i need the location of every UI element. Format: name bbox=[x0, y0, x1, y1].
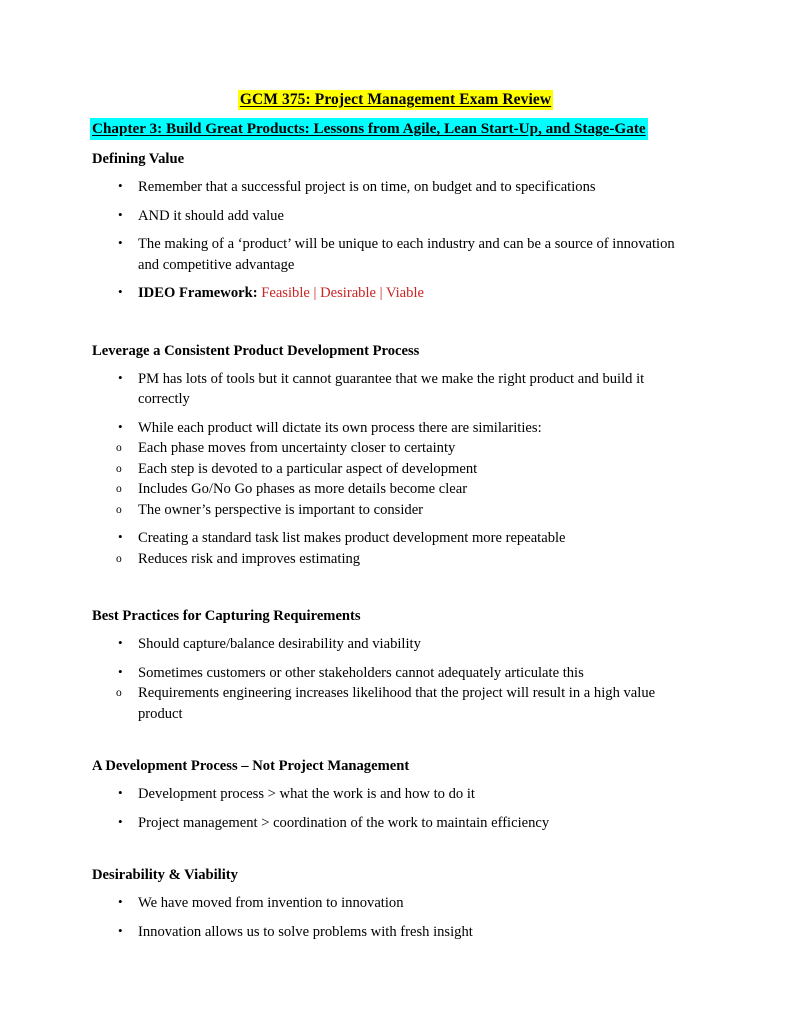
list-item: • The making of a ‘product’ will be unique to each industry and can be a source of innovation and competitive advantage bbox=[92, 234, 692, 275]
document-title-container bbox=[0, 90, 791, 110]
sub-bullet-list bbox=[92, 683, 692, 724]
list-item: o Reduces risk and improves estimating bbox=[92, 549, 692, 570]
section-desirability-viability bbox=[92, 866, 692, 942]
list-item: • Development process > what the work is and how to do it bbox=[92, 784, 692, 805]
section-heading: A Development Process – Not Project Management bbox=[92, 758, 410, 774]
section-best-practices bbox=[92, 607, 692, 724]
sub-bullet-list bbox=[92, 549, 692, 570]
list-item: • Sometimes customers or other stakeholders cannot adequately articulate this bbox=[92, 663, 692, 684]
bullet-list bbox=[92, 528, 692, 549]
bullet-list bbox=[92, 634, 692, 683]
ideo-framework-label: IDEO Framework: bbox=[138, 285, 258, 301]
section-heading: Desirability & Viability bbox=[92, 867, 238, 883]
list-item: • We have moved from invention to innovation bbox=[92, 893, 692, 914]
bullet-list bbox=[92, 784, 692, 833]
bullet-list bbox=[92, 369, 692, 439]
list-item-ideo-framework bbox=[92, 283, 692, 304]
list-item: o The owner’s perspective is important to consider bbox=[92, 500, 692, 521]
chapter-heading-container bbox=[90, 118, 710, 139]
list-item: • Project management > coordination of the work to maintain efficiency bbox=[92, 813, 692, 834]
list-item: • PM has lots of tools but it cannot guarantee that we make the right product and build it correctly bbox=[92, 369, 692, 410]
list-item: • While each product will dictate its own process there are similarities: bbox=[92, 418, 692, 439]
bullet-list bbox=[92, 177, 692, 304]
ideo-framework-values: Feasible | Desirable | Viable bbox=[261, 285, 424, 301]
section-heading: Defining Value bbox=[92, 151, 185, 167]
list-item: • Should capture/balance desirability and viability bbox=[92, 634, 692, 655]
list-item: o Includes Go/No Go phases as more details become clear bbox=[92, 479, 692, 500]
section-defining-value bbox=[92, 150, 692, 304]
section-development-process bbox=[92, 757, 692, 833]
list-item: • AND it should add value bbox=[92, 206, 692, 227]
list-item: • Remember that a successful project is on time, on budget and to specifications bbox=[92, 177, 692, 198]
chapter-heading: Chapter 3: Build Great Products: Lessons from Agile, Lean Start-Up, and Stage-Gate bbox=[90, 118, 648, 140]
list-item: o Each step is devoted to a particular aspect of development bbox=[92, 459, 692, 480]
section-heading: Leverage a Consistent Product Development Process bbox=[92, 342, 420, 359]
bullet-list bbox=[92, 893, 692, 942]
page-title: GCM 375: Project Management Exam Review bbox=[239, 91, 552, 108]
section-leverage-process bbox=[92, 342, 692, 570]
list-item: • Innovation allows us to solve problems with fresh insight bbox=[92, 922, 692, 943]
list-item: o Each phase moves from uncertainty closer to certainty bbox=[92, 438, 692, 459]
document-body bbox=[92, 150, 692, 942]
list-item: o Requirements engineering increases likelihood that the project will result in a high value product bbox=[92, 683, 692, 724]
section-heading: Best Practices for Capturing Requirements bbox=[92, 608, 361, 624]
list-item: • Creating a standard task list makes product development more repeatable bbox=[92, 528, 692, 549]
sub-bullet-list bbox=[92, 438, 692, 520]
